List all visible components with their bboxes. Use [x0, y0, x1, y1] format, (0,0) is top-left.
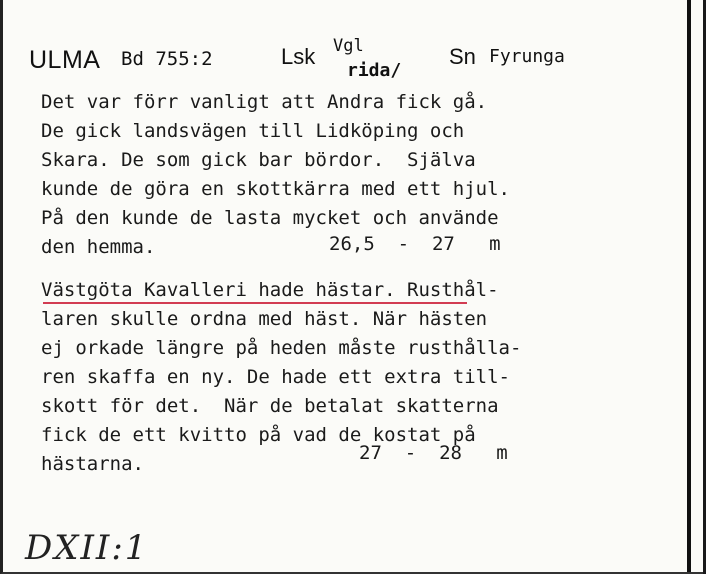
text-line: skott för det. När de betalat skatterna [41, 395, 499, 417]
sn-value: Fyrunga [489, 46, 565, 67]
lsk-value: Vgl [333, 36, 364, 56]
text-line: kunde de göra en skottkärra med ett hjul. [41, 178, 510, 200]
text-line: Skara. De som gick bar bördor. Själva [41, 149, 476, 171]
archive-name: ULMA [29, 46, 101, 74]
text-line: den hemma. [41, 236, 156, 258]
lsk-label: Lsk [281, 44, 316, 69]
sn-label: Sn [449, 44, 476, 69]
measure-1: 26,5 - 27 m [329, 233, 501, 255]
text-line: Västgöta Kavalleri hade hästar. Rusthål- [41, 279, 499, 301]
record-number: Bd 755:2 [121, 48, 213, 70]
text-line: På den kunde de lasta mycket och använde [41, 207, 499, 229]
text-line: laren skulle ordna med häst. När hästen [41, 308, 488, 330]
text-line: ren skaffa en ny. De hade ett extra till- [41, 366, 510, 388]
text-line: Det var förr vanligt att Andra fick gå. [41, 91, 488, 113]
lsk-note: rida/ [347, 60, 402, 81]
text-line: De gick landsvägen till Lidköping och [41, 120, 465, 142]
measure-2: 27 - 28 m [359, 442, 508, 464]
text-line: ej orkade längre på heden måste rusthålla- [41, 337, 522, 359]
handwritten-code: DXII:1 [25, 528, 149, 568]
text-line: hästarna. [41, 453, 144, 475]
text-line: fick de ett kvitto på vad de kostat på [41, 424, 476, 446]
card-right-edge [687, 0, 691, 572]
